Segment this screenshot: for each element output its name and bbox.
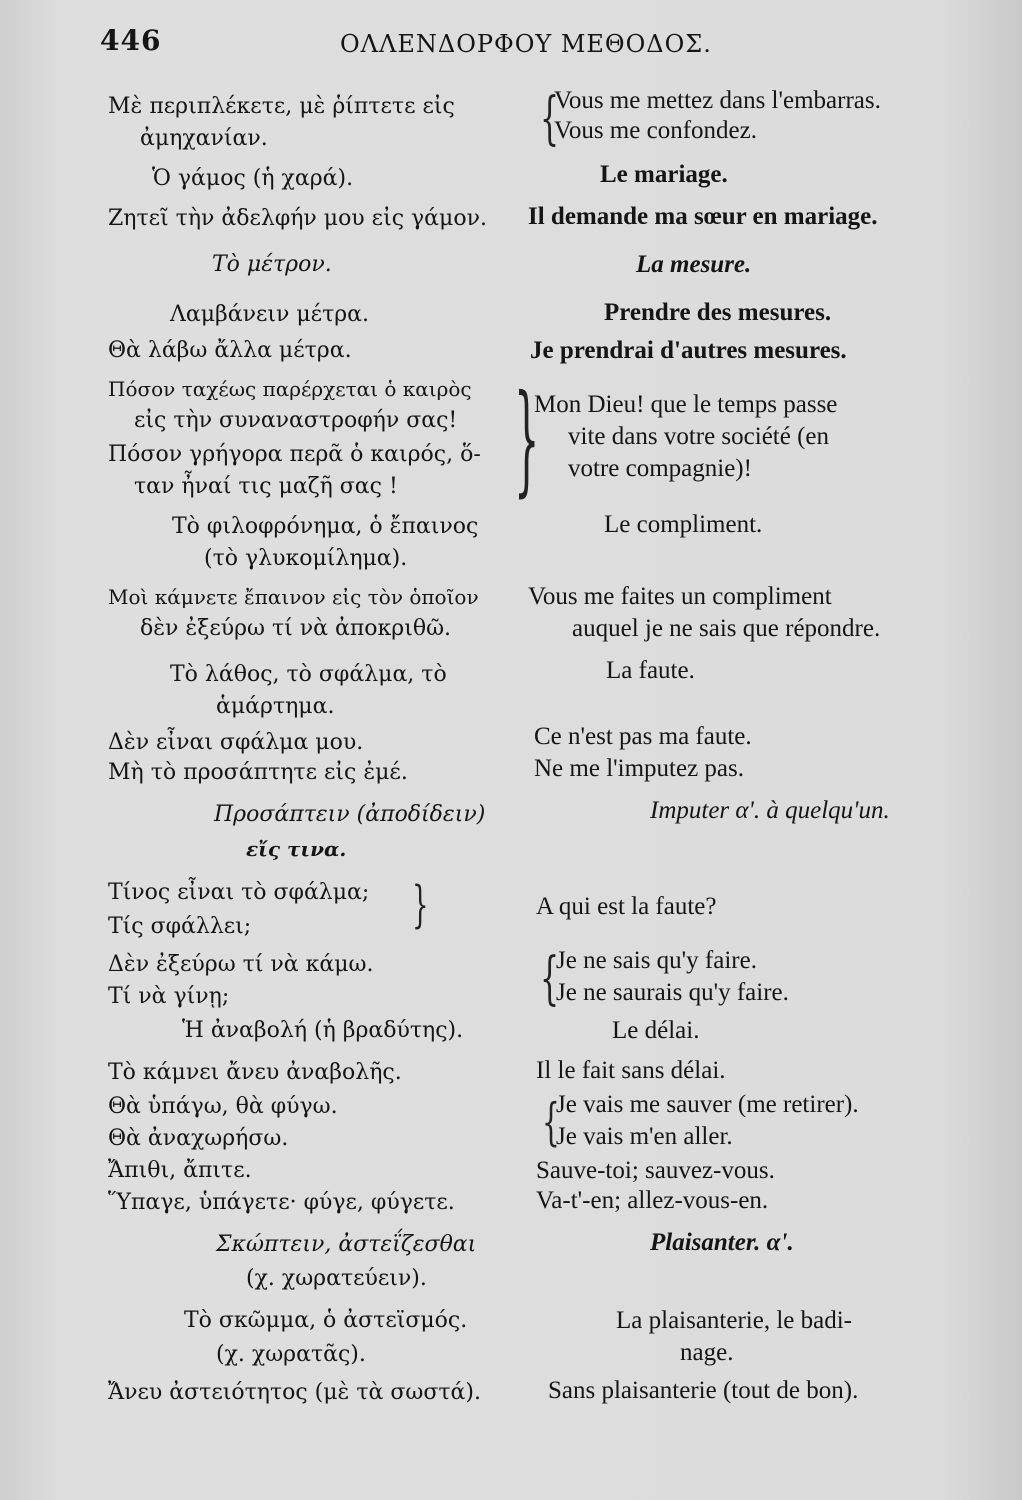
- french-line: Il le fait sans délai.: [536, 1057, 726, 1084]
- greek-line: Θὰ ὑπάγω, θὰ φύγω.: [108, 1094, 338, 1119]
- french-line: Prendre des mesures.: [604, 299, 832, 326]
- greek-line: δὲν ἐξεύρω τί νὰ ἀποκριθῶ.: [140, 616, 452, 641]
- page-header: [0, 24, 1022, 64]
- french-line: Je ne saurais qu'y faire.: [556, 979, 789, 1006]
- brace-mark: {: [540, 86, 560, 153]
- french-line: Il demande ma sœur en mariage.: [528, 203, 878, 230]
- french-line: vite dans votre société (en: [568, 423, 830, 450]
- french-line: nage.: [680, 1339, 734, 1366]
- french-line: Je ne sais qu'y faire.: [556, 947, 757, 974]
- french-line: Le compliment.: [604, 511, 763, 538]
- greek-line: Τίνος εἶναι τὸ σφάλμα;: [108, 880, 370, 905]
- greek-line: Ἄπιθι, ἄπιτε.: [108, 1158, 252, 1183]
- french-line: Mon Dieu! que le temps passe: [534, 391, 838, 418]
- brace-mark: }: [514, 372, 540, 510]
- french-line: La faute.: [606, 657, 695, 684]
- greek-line: Ἄνευ ἀστειότητος (μὲ τὰ σωστά).: [108, 1380, 481, 1405]
- french-heading: La mesure.: [636, 251, 752, 278]
- greek-line: ἀμηχανίαν.: [140, 126, 268, 151]
- greek-line: Δὲν εἶναι σφάλμα μου.: [108, 730, 364, 755]
- greek-heading: Προσάπτειν (ἀποδίδειν): [214, 802, 486, 827]
- french-line: Vous me confondez.: [554, 117, 757, 144]
- french-line: auquel je ne sais que répondre.: [572, 615, 881, 642]
- page-number: 446: [100, 24, 162, 57]
- french-line: Sauve-toi; sauvez-vous.: [536, 1157, 775, 1184]
- french-line: A qui est la faute?: [536, 893, 717, 920]
- french-line: Je vais m'en aller.: [556, 1123, 733, 1150]
- greek-heading: Σκώπτειν, ἀστεΐζεσθαι: [216, 1232, 477, 1257]
- french-line: Vous me faites un compliment: [528, 583, 832, 610]
- french-line: votre compagnie)!: [568, 455, 752, 482]
- greek-line: Θὰ λάβω ἄλλα μέτρα.: [108, 338, 352, 363]
- french-line: Vous me mettez dans l'embarras.: [554, 87, 881, 114]
- greek-heading: Τὸ μέτρον.: [212, 252, 332, 277]
- french-heading: Imputer α'. à quelqu'un.: [650, 797, 890, 824]
- greek-line: Μὲ περιπλέκετε, μὲ ῥίπτετε εἰς: [108, 94, 455, 119]
- greek-line: Ὕπαγε, ὑπάγετε· φύγε, φύγετε.: [108, 1190, 455, 1215]
- french-heading: Plaisanter. α'.: [650, 1229, 794, 1256]
- french-line: Sans plaisanterie (tout de bon).: [548, 1377, 859, 1404]
- french-line: La plaisanterie, le badi-: [616, 1307, 852, 1334]
- greek-line: Τίς σφάλλει;: [108, 914, 252, 939]
- french-line: Le délai.: [612, 1017, 700, 1044]
- greek-line: Λαμβάνειν μέτρα.: [170, 302, 370, 327]
- greek-line: εἰς τὴν συναναστροφήν σας!: [134, 408, 458, 433]
- greek-line: Ζητεῖ τὴν ἀδελφήν μου εἰς γάμον.: [108, 206, 487, 231]
- greek-heading: εἴς τινα.: [246, 837, 347, 861]
- greek-line: Ὁ γάμος (ἡ χαρά).: [152, 166, 354, 191]
- running-title: ΟΛΛΕΝΔΟΡΦΟΥ ΜΕΘΟΔΟΣ.: [340, 30, 712, 58]
- greek-line: Θὰ ἀναχωρήσω.: [108, 1126, 289, 1151]
- greek-line: Δὲν ἐξεύρω τί νὰ κάμω.: [108, 952, 374, 977]
- brace-mark: {: [542, 1092, 560, 1152]
- greek-line: ἁμάρτημα.: [216, 694, 335, 719]
- greek-line: Πόσον ταχέως παρέρχεται ὁ καιρὸς: [108, 377, 472, 401]
- brace-mark: {: [540, 946, 560, 1013]
- french-line: Le mariage.: [600, 161, 728, 188]
- greek-line: Μὴ τὸ προσάπτητε εἰς ἐμέ.: [108, 760, 408, 785]
- greek-line: ταν ἦναί τις μαζῆ σας !: [134, 474, 398, 499]
- french-line: Ne me l'imputez pas.: [534, 755, 744, 782]
- greek-line: (χ. χωρατᾶς).: [216, 1342, 366, 1367]
- greek-line: Πόσον γρήγορα περᾶ ὁ καιρός, ὅ-: [108, 442, 481, 467]
- greek-line: Τὸ φιλοφρόνημα, ὁ ἔπαινος: [172, 514, 479, 539]
- greek-line: Τὸ σκῶμμα, ὁ ἀστεϊσμός.: [184, 1308, 468, 1333]
- brace-mark: }: [412, 878, 429, 935]
- greek-line: Τὸ λάθος, τὸ σφάλμα, τὸ: [170, 662, 447, 687]
- french-line: Je vais me sauver (me retirer).: [556, 1091, 859, 1118]
- greek-line: Τί νὰ γίνῃ;: [108, 984, 230, 1009]
- greek-line: Ἡ ἀναβολή (ἡ βραδύτης).: [182, 1018, 464, 1043]
- french-line: Je prendrai d'autres mesures.: [530, 337, 847, 364]
- greek-line: Τὸ κάμνει ἄνευ ἀναβολῆς.: [108, 1060, 402, 1085]
- greek-line: (χ. χωρατεύειν).: [246, 1266, 427, 1291]
- french-line: Va-t'-en; allez-vous-en.: [536, 1187, 769, 1214]
- greek-line: (τὸ γλυκομίλημα).: [204, 546, 408, 571]
- greek-line: Μοὶ κάμνετε ἔπαινον εἰς τὸν ὁποῖον: [108, 585, 479, 609]
- french-line: Ce n'est pas ma faute.: [534, 723, 752, 750]
